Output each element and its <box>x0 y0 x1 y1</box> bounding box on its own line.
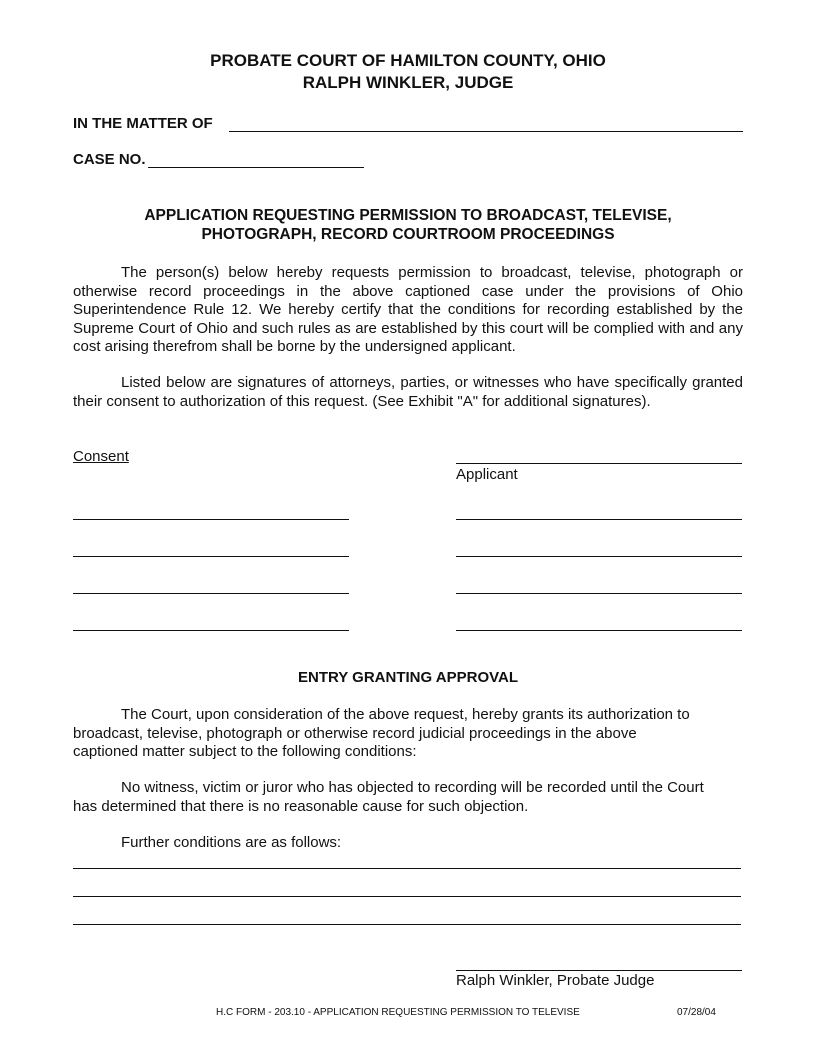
applicant-signature-line[interactable] <box>456 463 742 464</box>
applicant-signature-line-5[interactable] <box>456 630 742 631</box>
entry-paragraph-2-line2: has determined that there is no reasonable cause for such objection. <box>73 797 529 815</box>
court-title: PROBATE COURT OF HAMILTON COUNTY, OHIO <box>210 51 606 70</box>
applicant-signature-line-2[interactable] <box>456 519 742 520</box>
condition-line-2[interactable] <box>73 896 741 897</box>
judge-title: RALPH WINKLER, JUDGE <box>302 73 514 92</box>
condition-line-3[interactable] <box>73 924 741 925</box>
entry-paragraph-2-line1: No witness, victim or juror who has objected to recording will be recorded until the Court <box>121 779 704 796</box>
consent-label: Consent <box>73 448 129 465</box>
judge-signature-line[interactable] <box>456 970 742 971</box>
consent-signature-line-2[interactable] <box>73 556 349 557</box>
footer-date: 07/28/04 <box>677 1007 716 1018</box>
entry-paragraph-2 <box>73 779 743 816</box>
condition-line-1[interactable] <box>73 868 741 869</box>
entry-paragraph-1-line3: captioned matter subject to the following conditions: <box>73 743 417 760</box>
entry-paragraph-1-line2: broadcast, televise, photograph or otherwise record judicial proceedings in the above <box>73 724 637 742</box>
further-conditions-label: Further conditions are as follows: <box>121 834 342 851</box>
case-no-label: CASE NO. <box>73 151 146 168</box>
footer-form-id: H.C FORM - 203.10 - APPLICATION REQUESTING PERMISSION TO TELEVISE <box>216 1007 580 1018</box>
application-paragraph-2-text: Listed below are signatures of attorneys, parties, or witnesses who have specifically granted their consent to authorization of this request. (See Exhibit "A" for additional signatures). <box>73 374 743 410</box>
judge-signature-label: Ralph Winkler, Probate Judge <box>456 972 655 989</box>
application-paragraph-1-text: The person(s) below hereby requests permission to broadcast, televise, photograph or otherwise record proceedings in the above captioned case under the provisions of Ohio Superintendence Rule 12. We hereby certify that the conditions for recording established by the Supreme Court of Ohio and such rules as are established by this court will be complied with and any cost arising therefrom shall be borne by the undersigned applicant. <box>73 264 743 355</box>
application-title-line1: APPLICATION REQUESTING PERMISSION TO BROADCAST, TELEVISE, <box>144 207 672 224</box>
matter-label: IN THE MATTER OF <box>73 115 213 132</box>
case-no-field[interactable] <box>148 167 364 168</box>
application-paragraph-1 <box>73 264 743 357</box>
applicant-label: Applicant <box>456 466 518 483</box>
matter-field[interactable] <box>229 131 743 132</box>
application-paragraph-2 <box>73 374 743 411</box>
applicant-signature-line-4[interactable] <box>456 593 742 594</box>
consent-signature-line-3[interactable] <box>73 593 349 594</box>
entry-paragraph-1 <box>73 706 743 762</box>
consent-signature-line-1[interactable] <box>73 519 349 520</box>
application-title-line2: PHOTOGRAPH, RECORD COURTROOM PROCEEDINGS <box>201 226 615 243</box>
entry-paragraph-1-line1: The Court, upon consideration of the above request, hereby grants its authorization to <box>121 706 690 723</box>
applicant-signature-line-3[interactable] <box>456 556 742 557</box>
entry-title: ENTRY GRANTING APPROVAL <box>297 669 518 686</box>
consent-signature-line-4[interactable] <box>73 630 349 631</box>
